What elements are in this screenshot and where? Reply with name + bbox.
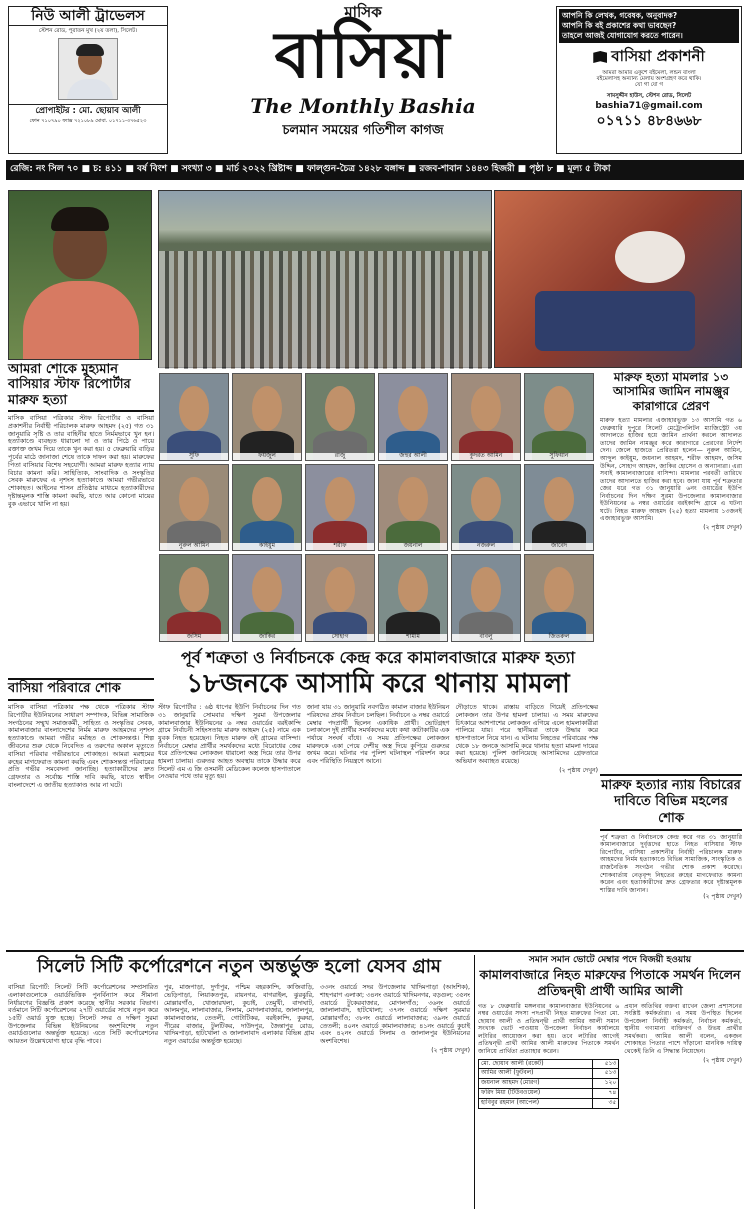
vote-table-votes: ৩৫ — [592, 1099, 618, 1108]
accused-name: সুফিয়ান — [525, 453, 593, 460]
story-bashia-family — [8, 678, 154, 946]
right-ad — [556, 6, 742, 154]
accused-name: জাবেদ — [525, 543, 593, 550]
column-divider — [474, 955, 475, 1209]
divider — [6, 950, 744, 952]
funeral-photo — [158, 190, 492, 368]
right-ad-line1: আমরা আমার একুশে বইমেলা, লন্ডন বাংলা — [602, 69, 696, 76]
right-ad-q2: আপনি কি বই প্রকাশের কথা ভাবছেন? — [562, 21, 677, 31]
left-ad-title: নিউ আলী ট্রাভেলস — [9, 7, 167, 26]
victim-portrait — [8, 190, 152, 360]
vote-table-row — [479, 1068, 618, 1078]
proprietor-photo — [58, 38, 118, 100]
accused-photo — [451, 554, 521, 642]
vote-table-votes: ৭৪ — [592, 1089, 618, 1098]
story-bail-rejected — [600, 370, 742, 668]
bottom-right-headline: কামালবাজারে নিহত মারুফের পিতাকে সমর্থন দিলেন প্রতিদ্বন্দ্বী প্রার্থী আমির আলী — [479, 967, 741, 998]
accused-name: নজরুল — [452, 543, 520, 550]
accused-name: বাবলু — [452, 634, 520, 641]
accused-name: জয়নাল — [379, 543, 447, 550]
accused-photo — [159, 554, 229, 642]
story3-note: (২ পৃষ্ঠায় দেখুন) — [703, 524, 742, 532]
right-ad-address: সামসুদ্দীন হাউস, স্টেশন রোড, সিলেট — [606, 92, 692, 99]
right-ad-q1: আপনি কি লেখক, গবেষক, অনুবাদক? — [562, 11, 678, 20]
bottom-right-kicker: সমান সমান ভোটে মেম্বার পদে বিজয়ী হওয়ায় — [528, 955, 692, 965]
accused-photo — [305, 554, 375, 642]
accused-photo — [159, 373, 229, 461]
accused-photo — [451, 373, 521, 461]
story1-body: মাসিক বাসিয়া পত্রিকার স্টাফ রিপোর্টার ও বাসিয়া প্রকাশনীর নির্বাহী পরিচালক মারুফ আহমদ (২৫) গত ৩১ জানুয়ারি সৃষ্টি ও তার বাহিনীর হাতে নির্মমভাবে খুন হন। হত্যাকাণ্ডে ব্যবহৃত ধারালো দা ও তার পিঠে ও পায়ে রক্তাক্ত জখম দিয়ে তাকে খুন করা হয়। ৫ ফেব্রুয়ারি বাড়ির পূর্বের মাঠে জানাজা শেষে তাকে দাফন করা হয়। মারুফের পিতা বাসিয়ার বিশেষ সহযোগী। আমরা মারুফ হত্যার ন্যায় বিচার কামনা করি। সাহিত্যিক, সাংবাদিক ও সংস্কৃতির সেবক মারুফের এ নৃশংস হত্যাকাণ্ডে আমরা গভীরভাবে শোকাহত। আইনের শাসন প্রতিষ্ঠার মাধ্যমে হত্যাকারীদের দৃষ্টান্তমূলক শাস্তি কামনা করছি, যাতে আর কোনো মায়ের বুক এভাবে খালি না হয়। — [8, 413, 154, 508]
vote-table-votes: ৫১৩ — [592, 1069, 618, 1078]
vote-table-candidate: মো. ছোয়াব আলী (রকেট) — [481, 1059, 544, 1067]
dateline: রেজি: নং সিল ৭০ ■ চ: ৪১১ ■ বর্ষ বিংশ ■ সংখ্যা ৩ ■ মার্চ ২০২২ খ্রিষ্টাব্দ ■ ফাল্গুন-চৈত্র ১৪২৮ বঙ্গাব্দ ■ রজব-শাবান ১৪৪৩ হিজরী ■ পৃষ্ঠা ৮ ■ মূল্য ৫ টাকা — [6, 160, 744, 180]
vote-table-candidate: জয়নাল আহমদ (মোরগ) — [481, 1079, 540, 1087]
bottom-left-col2: পুর, মাজপাড়া, দুর্গাপুর, পশ্চিম বহরকান্দি, কাজিবাড়ি, ভেড়িপাড়া, লিয়াকতপুর, রায়নগর, বাগরাইল, ঝুরঝুরি, মোল্লারগাঁও, খোজারখলা, কুচাই, তেমুখী, বাদাঘাট, আলমপুর, লালাবাজার, সিলাম, মোগলাবাজার, জালালপুর, কামালবাজার, তেতলী, গোটাটিকর, বরইকান্দি, কুরুয়া, পীরের বাজার, টুলটিকর, দাউদপুর, জৈন্তাপুর রোড, খাদিমপাড়া, হাটখোলা ও জালালাবাদ এলাকার বিভিন্ন গ্রাম নতুন ওয়ার্ডের অন্তর্ভুক্ত হয়েছে। — [164, 984, 314, 1046]
vote-table — [478, 1059, 619, 1109]
story-city-villages — [8, 955, 470, 1211]
story-justice-demand — [600, 774, 742, 950]
accused-photo-grid — [158, 372, 596, 644]
accused-name: ফয়জুল — [233, 453, 301, 460]
story1-headline: আমরা শোকে মুহ্যমান বাসিয়ার স্টাফ রিপোর্টার মারুফ হত্যা — [8, 362, 154, 412]
accused-photo — [378, 554, 448, 642]
vote-table-votes: ১২০ — [592, 1079, 618, 1088]
story4-note: (২ পৃষ্ঠায় দেখুন) — [703, 893, 742, 901]
accused-photo — [305, 464, 375, 552]
accused-name: কুদরত আমিন — [452, 453, 520, 460]
masthead-monthly: মাসিক — [344, 3, 382, 21]
bottom-left-col3: ৩৩নং ওয়ার্ডে সদর উপজেলার খাদিমপাড়া (আংশিক), শাহপরাণ এলাকা; ৩৪নং ওয়ার্ডে খাদিমনগর, বড়গুল; ৩৫নং ওয়ার্ডে টুকেরবাজার, মোগলগাঁও; ৩৬নং ওয়ার্ডে জালালাবাদ, হাটখোলা; ৩৭নং ওয়ার্ডে দক্ষিণ সুরমার মোল্লারগাঁও; ৩৮নং ওয়ার্ডে লালাবাজার; ৩৯নং ওয়ার্ডে তেতলী; ৪০নং ওয়ার্ডে কামালবাজার; ৪১নং ওয়ার্ডে কুচাই এবং ৪২নং ওয়ার্ডে সিলাম ও জালালপুর ইউনিয়নের অংশবিশেষ। — [320, 984, 470, 1046]
proprietor-name: প্রোপাইটর : মো. ছোয়াব আলী — [9, 104, 167, 117]
story2-body: মাসিক বাসিয়া পত্রিকার পক্ষ থেকে পত্রিকার স্টাফ রিপোর্টার ইউনিয়নের সাধারণ সম্পাদক, বিভিন্ন সামাজিক সংগঠনের সম্মুখ সমাজকর্মী, সাহিত্য ও সংস্কৃতির সেবক, কামালবাজার বাংলাদেশের নির্মম মারুফ আহমদের নৃশংস হত্যাকাণ্ডে আমরা গভীর মর্মাহত ও শোকসন্তপ্ত। শিল্প জীবনের শুরু থেকে নিবেদিত এ তরুণের অকাল মৃত্যুতে বাসিয়া পরিবার গভীরভাবে শোকাহত। আমরা মরহুমের রুহের মাগফেরাত কামনা করছি এবং শোকসন্তপ্ত পরিবারের প্রতি গভীর সমবেদনা জানাচ্ছি। হত্যাকারীদের দ্রুত গ্রেফতার ও সর্বোচ্চ শাস্তি দাবি করছি, যাতে স্বাধীন বাংলাদেশে এ জাতীয় হত্যাকাণ্ড আর না ঘটে। — [8, 702, 154, 790]
accused-photo — [524, 373, 594, 461]
lead-col1: স্টাফ রিপোর্টার : ৬ষ্ঠ ধাপের ইউপি নির্বাচনের দিন গত ৩১ জানুয়ারি সোমবার দক্ষিণ সুরমা উপজেলার কামালবাজার ইউনিয়নের ৬ নম্বর ওয়ার্ডের বরইকান্দি গ্রামে নির্বাচনী সহিংসতায় মারুফ আহমদ (২৫) নামে এক যুবক নিহত হয়েছেন। নিহত মারুফ ওই গ্রামের বাসিন্দা। নির্বাচনে মেম্বার প্রার্থীর সমর্থকদের মধ্যে বিরোধের জের ধরে প্রতিপক্ষের লোকজন ধারালো অস্ত্র দিয়ে তার উপর হামলা চালায়। গুরুতর আহত অবস্থায় তাকে উদ্ধার করে সিলেট এম এ জি ওসমানী মেডিকেল কলেজ হাসপাতালে নেওয়ার পথে তার মৃত্যু হয়। — [158, 704, 301, 781]
accused-name: জসিম — [160, 634, 228, 641]
lead-headline1: পূর্ব শত্রুতা ও নির্বাচনকে কেন্দ্র করে কামালবাজারে মারুফ হত্যা — [180, 648, 576, 667]
accused-name: সুফি — [160, 453, 228, 460]
bottom-right-col2: প্রধান অতিথির বক্তব্য রাখেন জেলা প্রশাসনের সংশ্লিষ্ট কর্মকর্তারা। এ সময় উপস্থিত ছিলেন উপজেলা নির্বাহী কর্মকর্তা, নির্বাচন কর্মকর্তা, স্থানীয় গণ্যমান্য ব্যক্তিবর্গ ও উভয় প্রার্থীর সমর্থকরা। আমির আলী বলেন, একজন শোকাহত পিতার পাশে দাঁড়ানো মানবিক দায়িত্ব থেকেই তিনি এ সিদ্ধান্ত নিয়েছেন। — [624, 1002, 742, 1055]
accused-photo — [232, 373, 302, 461]
hospital-photo — [494, 190, 742, 368]
right-ad-line3: যো গা যো গ — [634, 82, 664, 89]
vote-table-row — [479, 1098, 618, 1108]
vote-table-candidate: আমির আলী (ফুটবল) — [481, 1069, 534, 1077]
vote-table-row — [479, 1088, 618, 1098]
bottom-right-col1: গত ৮ ফেব্রুয়ারি মঙ্গলবার কামালবাজার ইউনিয়নের ৬ নম্বর ওয়ার্ডের সদস্য পদপ্রার্থী নিহত মারুফের পিতা মো. ছোয়াব আলী ও প্রতিদ্বন্দ্বী প্রার্থী আমির আলী সমান সংখ্যক ভোট পাওয়ায় উপজেলা নির্বাচন কার্যালয়ে লটারির আয়োজন করা হয়। তবে লটারির আগেই প্রতিদ্বন্দ্বী প্রার্থী আমির আলী মারুফের পিতাকে সমর্থন জানিয়ে প্রার্থিতা প্রত্যাহার করেন। — [478, 1002, 620, 1055]
story-election-support — [478, 955, 742, 1211]
story4-body: পূর্ব শত্রুতা ও নির্বাচনকে কেন্দ্র করে গত ৩১ জানুয়ারি কামালবাজারে দুর্বৃত্তদের হাতে নিহত বাসিয়ার স্টাফ রিপোর্টার, বাসিয়া প্রকাশনীর নির্বাহী পরিচালক মারুফ আহমদের নির্মম হত্যাকাণ্ডে বিভিন্ন সামাজিক, সাংস্কৃতিক ও রাজনৈতিক সংগঠন গভীর শোক প্রকাশ করেছে। শোকবার্তায় নেতৃবৃন্দ নিহতের রুহের মাগফেরাত কামনা করেন এবং হত্যাকারীদের দ্রুত গ্রেফতার করে দৃষ্টান্তমূলক শাস্তির দাবি জানান। — [600, 833, 742, 894]
story-staff-reporter — [8, 362, 154, 678]
masthead-tagline: চলমান সময়ের গতিশীল কাগজ — [282, 123, 444, 139]
story3-headline: মারুফ হত্যা মামলার ১৩ আসামির জামিন নামঞ্জুর কারাগারে প্রেরণ — [612, 370, 730, 413]
publisher-name: বাসিয়া প্রকাশনী — [611, 47, 705, 66]
accused-name: জাকির — [233, 634, 301, 641]
story4-headline: মারুফ হত্যার ন্যায় বিচারের দাবিতে বিভিন্ন মহলের শোক — [600, 774, 742, 831]
accused-name: জিতরুল — [525, 634, 593, 641]
left-ad-address: স্টেশন রোড, পুরাতন মুখ (২য় তলা), সিলেট। — [38, 28, 138, 35]
accused-photo — [524, 464, 594, 552]
story3-body: মারুফ হত্যা মামলার এজাহারভুক্ত ১৩ আসামি গত ৬ ফেব্রুয়ারি দুপুরে সিলেট মেট্রোপলিটন ম্যাজিস্ট্রেট ৩য় আদালতে হাজির হয়ে জামিন প্রার্থনা করলে আদালত তাদের জামিন নামঞ্জুর করে কারাগারে প্রেরণের নির্দেশ দেন। জেলে হাজতে প্রেরিতরা হলেন— নুরুল আমিন, আব্দুল কাইয়ুম, জয়নাল আহমদ, শরীফ আহমদ, জসিম উদ্দিন, সোহাগ আহমদ, জাকির হোসেন ও অন্যান্যরা। এরা সবাই কামালবাজারের বাসিন্দা। মামলার পরবর্তী তারিখে তাদের আদালতে হাজির করা হবে। জানা যায় পূর্ব শত্রুতার জের ধরে গত ৩১ জানুয়ারি ৬নং ওয়ার্ডের ইউপি নির্বাচনের দিন দক্ষিণ সুরমা উপজেলার কামালবাজার ইউনিয়নের ৬ নম্বর ওয়ার্ডের বরইকান্দি গ্রামে এ ঘটনা ঘটে। নিহত মারুফ আহমদ (২৫) হত্যা মামলায় ১৩জনই এজাহারভুক্ত আসামি। — [600, 417, 742, 523]
accused-photo — [378, 373, 448, 461]
accused-name: শামীম — [379, 634, 447, 641]
right-ad-line2: বইমেলাসহ অন্যান্য মেলায় অংশগ্রহণ করে থাকি। — [596, 75, 702, 82]
bottom-left-headline: সিলেট সিটি কর্পোরেশনে নতুন অন্তর্ভুক্ত হলো যেসব গ্রাম — [37, 956, 441, 977]
accused-photo — [524, 554, 594, 642]
accused-name: শরীফ — [306, 543, 374, 550]
lead-note: (২ পৃষ্ঠায় দেখুন) — [559, 766, 599, 774]
right-ad-phone: ০১৭১১ ৪৮৪৬৬৮ — [596, 113, 702, 130]
accused-name: নুরুল আমিন — [160, 543, 228, 550]
vote-table-candidate: হাবিবুর রহমান (আপেল) — [481, 1099, 540, 1107]
accused-photo — [232, 554, 302, 642]
accused-photo — [378, 464, 448, 552]
left-ad-phone: ফোন ৭১০৭৯০ ফ্যাক্স ৭২১০৮৯ মোবা. ০১৭১১-৩৭৬৫২৩ — [29, 118, 147, 125]
masthead-name: বাসিয়া — [274, 18, 452, 94]
bottom-right-note: (২ পৃষ্ঠায় দেখুন) — [703, 1056, 742, 1064]
lead-story — [158, 648, 598, 948]
left-ad — [8, 6, 168, 154]
masthead — [176, 4, 550, 156]
accused-photo — [451, 464, 521, 552]
accused-name: জহুর আলী — [379, 453, 447, 460]
bottom-left-col1: বাসিয়া রিপোর্ট: সিলেট সিটি কর্পোরেশনের সম্প্রসারিত এলাকাগুলোকে ওয়ার্ডভিত্তিক পুনর্বিন্যাস করে সীমানা নির্ধারণের বিজ্ঞপ্তি প্রকাশ করেছে স্থানীয় সরকার বিভাগ। বর্তমানে সিটি কর্পোরেশনের ২৭টি ওয়ার্ডের সাথে নতুন করে ১৫টি ওয়ার্ড যুক্ত হচ্ছে। সিলেট সদর ও দক্ষিণ সুরমা উপজেলার বিভিন্ন ইউনিয়নের অংশবিশেষ নতুন ওয়ার্ডগুলোর অন্তর্ভুক্ত হয়েছে। এতে সিটি কর্পোরেশনের আয়তন উল্লেখযোগ্য হারে বৃদ্ধি পাবে। — [8, 984, 158, 1046]
vote-table-candidate: ফরিদ মিয়া (টিউবওয়েল) — [481, 1089, 541, 1097]
lead-col2: জানা যায় ৩১ জানুয়ারি নবগঠিত কামাল বাজার ইউনিয়ন পরিষদের প্রথম নির্বাচন চলছিল। নির্বাচনে ৬ নম্বর ওয়ার্ডে মেম্বার পদপ্রার্থী ছিলেন একাধিক প্রার্থী। ভোটগ্রহণ চলাকালে দুই প্রার্থীর সমর্থকদের মধ্যে কথা কাটাকাটির এক পর্যায়ে সংঘর্ষ বাঁধে। এ সময় প্রতিপক্ষের লোকজন মারুফকে একা পেয়ে দেশীয় অস্ত্র দিয়ে কুপিয়ে গুরুতর জখম করে। ঘটনার পর পুলিশ ঘটনাস্থল পরিদর্শন করে এবং পরিস্থিতি নিয়ন্ত্রণে আনে। — [306, 704, 450, 766]
right-ad-q3: তাহলে আজই যোগাযোগ করতে পারেন। — [562, 31, 683, 41]
accused-photo — [159, 464, 229, 552]
lead-col3: দৌড়াতে থাকে। রাস্তায় বাড়িতে গিয়েই প্রতিপক্ষের লোকজন তার উপর হামলা চালায়। এ সময় মারুফের চিৎকারে আশপাশের লোকজন এগিয়ে এলে হামলাকারীরা পালিয়ে যায়। পরে স্থানীয়রা তাকে উদ্ধার করে হাসপাতালে নিয়ে যান। এ ঘটনায় নিহতের পরিবারের পক্ষ থেকে ১৮ জনকে আসামি করে থানায় হত্যা মামলা দায়ের করা হয়েছে। পুলিশ জানিয়েছে আসামিদের গ্রেফতারে অভিযান অব্যাহত রয়েছে। — [455, 704, 599, 766]
accused-name: কাইয়ুম — [233, 543, 301, 550]
vote-table-row — [479, 1078, 618, 1088]
vote-table-votes: ৫১৩ — [592, 1060, 618, 1069]
book-icon — [593, 51, 607, 63]
story2-headline: বাসিয়া পরিবারে শোক — [8, 678, 154, 701]
accused-photo — [305, 373, 375, 461]
vote-table-row — [479, 1060, 618, 1069]
lead-headline2: ১৮জনকে আসামি করে থানায় মামলা — [186, 669, 570, 700]
accused-photo — [232, 464, 302, 552]
masthead-english: The Monthly Bashia — [250, 94, 476, 119]
right-ad-email: bashia71@gmail.com — [595, 100, 703, 111]
accused-name: রাজু — [306, 453, 374, 460]
accused-name: সোহাগ — [306, 634, 374, 641]
bottom-left-note: (২ পৃষ্ঠায় দেখুন) — [431, 1046, 470, 1054]
